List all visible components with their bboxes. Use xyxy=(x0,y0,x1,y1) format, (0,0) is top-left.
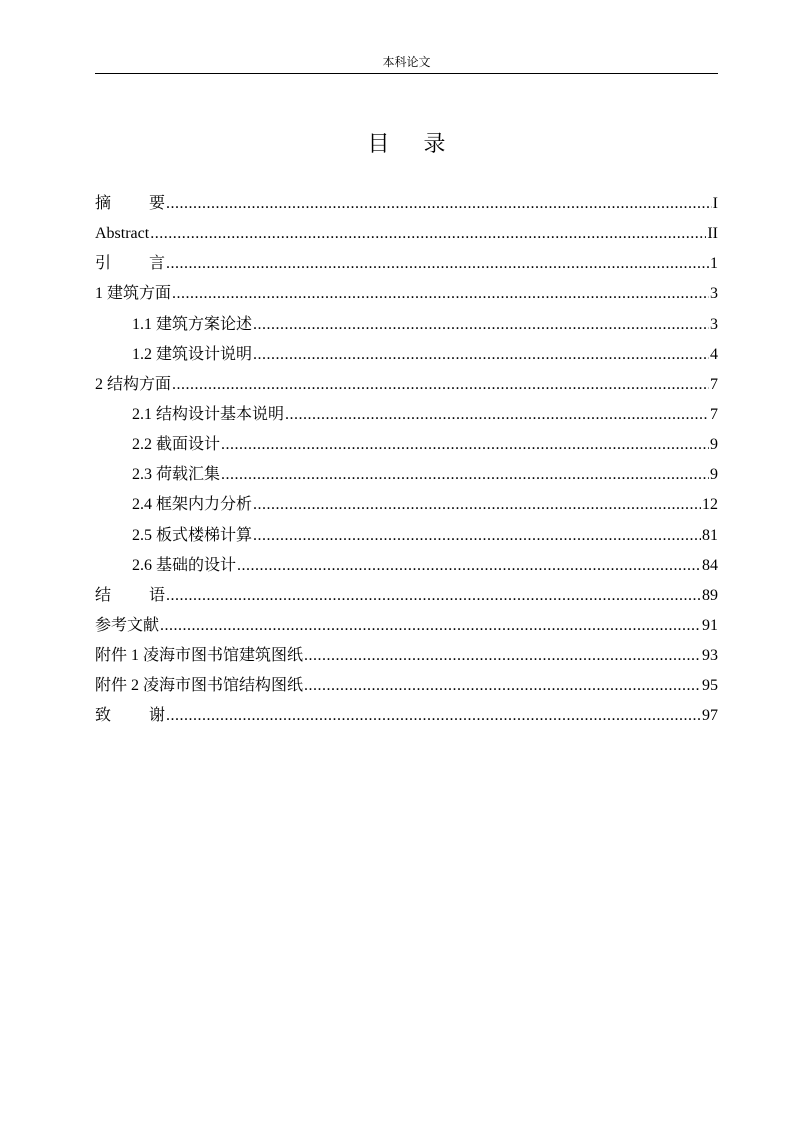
toc-entry[interactable] xyxy=(95,189,718,219)
toc-entry[interactable] xyxy=(95,551,718,581)
table-of-contents xyxy=(95,189,718,732)
toc-entry[interactable] xyxy=(95,490,718,520)
toc-entry-page: 89 xyxy=(702,586,718,604)
toc-entry-label: 引 言 xyxy=(95,255,166,273)
toc-entry-page: 91 xyxy=(702,616,718,634)
toc-leader-dots xyxy=(253,521,701,551)
toc-entry[interactable] xyxy=(95,249,718,279)
toc-leader-dots xyxy=(150,219,706,249)
toc-entry-label: 2.6 基础的设计 xyxy=(132,556,237,574)
toc-entry-page: 7 xyxy=(710,375,718,393)
toc-entry-label: 2.1 结构设计基本说明 xyxy=(132,405,285,423)
toc-leader-dots xyxy=(253,310,709,340)
toc-leader-dots xyxy=(304,671,701,701)
toc-entry-page: II xyxy=(707,225,718,243)
toc-entry[interactable] xyxy=(95,701,718,731)
toc-entry-page: 97 xyxy=(702,707,718,725)
toc-entry-page: 12 xyxy=(702,496,718,514)
toc-leader-dots xyxy=(166,189,712,219)
toc-entry-page: 9 xyxy=(710,466,718,484)
toc-entry-label: 2.3 荷载汇集 xyxy=(132,466,221,484)
toc-entry-page: 1 xyxy=(710,255,718,273)
toc-entry[interactable] xyxy=(95,671,718,701)
toc-leader-dots xyxy=(172,279,709,309)
toc-entry[interactable] xyxy=(95,310,718,340)
toc-entry-page: 93 xyxy=(702,647,718,665)
toc-entry[interactable] xyxy=(95,521,718,551)
toc-entry-label: 附件 2 凌海市图书馆结构图纸 xyxy=(95,677,304,695)
toc-entry[interactable] xyxy=(95,581,718,611)
toc-entry[interactable] xyxy=(95,219,718,249)
toc-leader-dots xyxy=(172,370,709,400)
toc-entry-page: 4 xyxy=(710,345,718,363)
toc-entry[interactable] xyxy=(95,340,718,370)
toc-entry-label: 2.2 截面设计 xyxy=(132,436,221,454)
toc-leader-dots xyxy=(166,701,701,731)
toc-entry-label: 致 谢 xyxy=(95,707,166,725)
toc-entry-label: 摘 要 xyxy=(95,195,166,212)
toc-entry-label: 参考文献 xyxy=(95,616,160,634)
toc-entry-label: 2 结构方面 xyxy=(95,375,172,393)
toc-entry[interactable] xyxy=(95,641,718,671)
toc-leader-dots xyxy=(253,340,709,370)
toc-entry[interactable] xyxy=(95,430,718,460)
toc-entry[interactable] xyxy=(95,400,718,430)
toc-entry-page: 3 xyxy=(710,285,718,303)
toc-leader-dots xyxy=(285,400,709,430)
toc-entry-label: 结 语 xyxy=(95,586,166,604)
toc-entry[interactable] xyxy=(95,611,718,641)
toc-leader-dots xyxy=(237,551,701,581)
toc-entry-page: I xyxy=(712,195,718,212)
toc-leader-dots xyxy=(221,430,709,460)
running-header: 本科论文 xyxy=(382,55,431,69)
toc-entry-label: 1.2 建筑设计说明 xyxy=(132,345,253,363)
toc-entry-label: 附件 1 凌海市图书馆建筑图纸 xyxy=(95,647,304,665)
toc-leader-dots xyxy=(304,641,701,671)
toc-leader-dots xyxy=(166,581,701,611)
toc-entry[interactable] xyxy=(95,460,718,490)
toc-entry-label: 1 建筑方面 xyxy=(95,285,172,303)
header-rule xyxy=(95,73,718,74)
toc-leader-dots xyxy=(253,490,701,520)
toc-entry-page: 84 xyxy=(702,556,718,574)
toc-entry-page: 9 xyxy=(710,436,718,454)
toc-entry[interactable] xyxy=(95,279,718,309)
toc-entry-label: 2.5 板式楼梯计算 xyxy=(132,526,253,544)
toc-entry-label: 1.1 建筑方案论述 xyxy=(132,315,253,333)
toc-entry-page: 7 xyxy=(710,405,718,423)
toc-entry-page: 81 xyxy=(702,526,718,544)
toc-leader-dots xyxy=(160,611,701,641)
toc-title xyxy=(95,130,718,158)
toc-entry-page: 95 xyxy=(702,677,718,695)
toc-entry-page: 3 xyxy=(710,315,718,333)
toc-leader-dots xyxy=(221,460,709,490)
toc-title-char-2: 录 xyxy=(423,131,446,156)
toc-entry-label: 2.4 框架内力分析 xyxy=(132,496,253,514)
toc-entry[interactable] xyxy=(95,370,718,400)
toc-title-char-1: 目 xyxy=(367,131,390,156)
toc-leader-dots xyxy=(166,249,709,279)
toc-entry-label: Abstract xyxy=(95,225,150,243)
